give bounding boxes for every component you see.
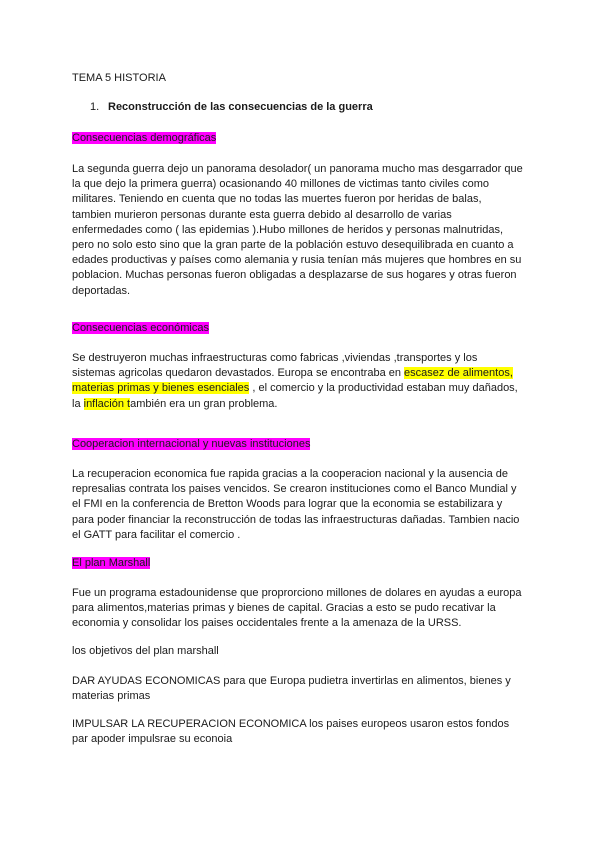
paragraph-line: deportadas. <box>72 284 131 297</box>
paragraph-line <box>72 366 532 381</box>
paragraph-line: tambien murieron personas durante esta guerra debido al desarrollo de varias <box>72 208 452 221</box>
paragraph-line: el GATT para facilitar el comercio . <box>72 528 241 541</box>
subheading-cooperacion <box>72 438 310 451</box>
highlighted-text: materias primas y bienes esenciales <box>72 382 250 395</box>
paragraph-line: par apoder impulsrae su econoia <box>72 733 233 746</box>
objetivo-ayudas <box>72 674 532 704</box>
text-run: sistemas agricolas quedaron devastados. Europa se encontraba en <box>72 367 405 380</box>
paragraph-line <box>72 397 532 412</box>
paragraph-line: para alimentos,materias primas y bienes de capital. Gracias a esto se pudo recativar la <box>72 602 496 615</box>
paragraph-line: edades productivas y países como alemania y rusia tenían más mujeres que hombres en su <box>72 254 522 267</box>
subheading-economicas <box>72 322 209 335</box>
heading-text: Reconstrucción de las consecuencias de la guerra <box>108 101 373 113</box>
paragraph-line: enfermedades como ( las epidemias ).Hubo millones de heridos y personas malnutridas, <box>72 223 504 236</box>
subheading-marshall <box>72 557 150 570</box>
section-heading <box>90 101 373 114</box>
text-run: ambién era un gran problema. <box>130 397 278 410</box>
paragraph-line: militares. Teniendo en cuenta que no todas las muertes fueron por heridas de balas, <box>72 193 482 206</box>
paragraph-demograficas <box>72 162 532 299</box>
paragraph-line: el FMI en la conferencia de Bretton Woods para lograr que la economia se estabilizara y <box>72 498 503 511</box>
highlighted-label: Consecuencias económicas <box>72 322 209 334</box>
paragraph-line: La recuperacion economica fue rapida gracias a la cooperacion nacional y la ausencia de <box>72 468 508 480</box>
highlighted-text: escasez de alimentos, <box>404 367 513 380</box>
paragraph-economicas <box>72 351 532 412</box>
objetivo-recuperacion <box>72 717 532 747</box>
heading-number: 1. <box>90 101 100 113</box>
highlighted-label: Cooperacion internacional y nuevas instituciones <box>72 438 311 450</box>
text-run: la <box>72 397 84 410</box>
text-run: , el comercio y la productividad estaban muy dañados, <box>249 382 518 395</box>
paragraph-line: represalias contrata los paises vencidos. Se crearon instituciones como el Banco Mundial y <box>72 483 517 496</box>
paragraph-line: materias primas <box>72 690 151 703</box>
paragraph-line: para poder financiar la reconstrucción de todas las infraestructuras dañadas. Tambien nacio <box>72 513 520 526</box>
paragraph-line: IMPULSAR LA RECUPERACION ECONOMICA los paises europeos usaron estos fondos <box>72 718 510 730</box>
paragraph-line: pero no solo esto sino que la gran parte de la población estuvo desequilibrada en cuanto a <box>72 239 514 252</box>
objetivos-label: los objetivos del plan marshall <box>72 645 219 657</box>
paragraph-line: Se destruyeron muchas infraestructuras como fabricas ,viviendas ,transportes y los <box>72 352 478 364</box>
paragraph-marshall <box>72 586 532 632</box>
paragraph-line: DAR AYUDAS ECONOMICAS para que Europa pudietra invertirlas en alimentos, bienes y <box>72 675 511 687</box>
highlighted-label: Consecuencias demográficas <box>72 132 217 144</box>
paragraph-line: Fue un programa estadounidense que proprorciono millones de dolares en ayudas a europa <box>72 587 522 599</box>
highlighted-label: El plan Marshall <box>72 557 151 569</box>
paragraph-cooperacion <box>72 467 532 543</box>
subheading-demograficas <box>72 132 216 145</box>
paragraph-line <box>72 381 532 396</box>
paragraph-line: La segunda guerra dejo un panorama desolador( un panorama mucho mas desgarrador que <box>72 163 523 175</box>
paragraph-line: poblacion. Muchas personas fueron obligadas a desplazarse de sus hogares y otras fueron <box>72 269 517 282</box>
paragraph-line: la que dejo la primera guerra) ocasionando 40 millones de victimas tanto civiles como <box>72 178 489 191</box>
paragraph-line: economia y consolidar los paises occidentales frente a la amenaza de la URSS. <box>72 617 462 630</box>
highlighted-text: inflación t <box>83 397 131 410</box>
document-title: TEMA 5 HISTORIA <box>72 72 166 84</box>
